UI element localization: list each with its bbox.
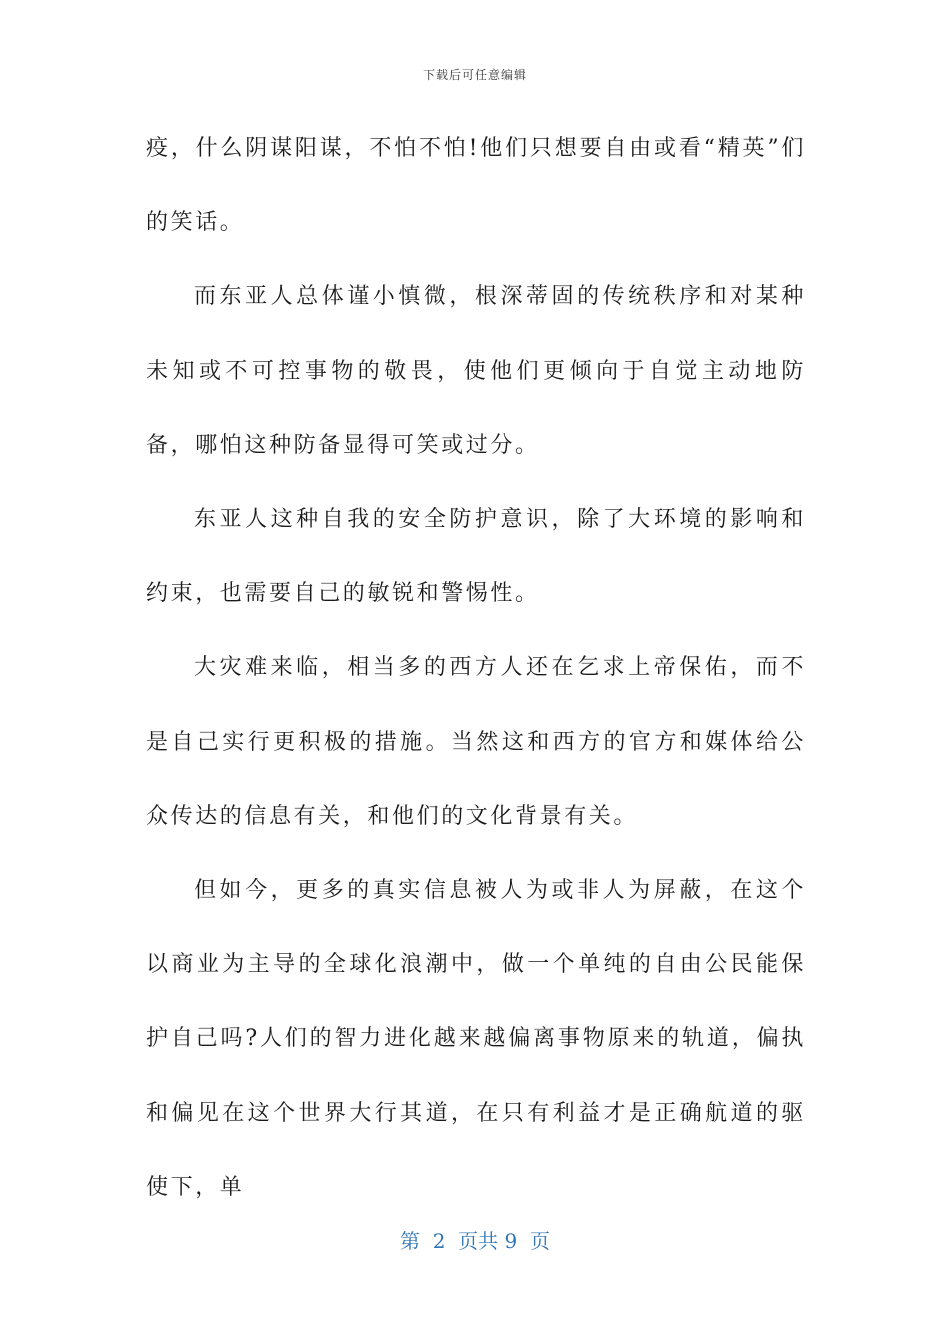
paragraph-2: 而东亚人总体谨小慎微，根深蒂固的传统秩序和对某种未知或不可控事物的敬畏，使他们更倾向于自觉主动地防备，哪怕这种防备显得可笑或过分。 [146, 284, 806, 458]
paragraph-4: 大灾难来临，相当多的西方人还在乞求上帝保佑，而不是自己实行更积极的措施。当然这和西方的官方和媒体给公众传达的信息有关，和他们的文化背景有关。 [146, 655, 806, 829]
page-number-footer: 第 2 页共 9 页 [400, 1229, 550, 1253]
page-header: 下载后可任意编辑 [422, 68, 527, 82]
document-body [146, 112, 806, 1225]
paragraph-5: 但如今，更多的真实信息被人为或非人为屏蔽，在这个以商业为主导的全球化浪潮中，做一个单纯的自由公民能保护自己吗?人们的智力进化越来越偏离事物原来的轨道，偏执和偏见在这个世界大行其道，在只有利益才是正确航道的驱使下，单 [146, 878, 806, 1200]
paragraph-3: 东亚人这种自我的安全防护意识，除了大环境的影响和约束，也需要自己的敏锐和警惕性。 [146, 507, 806, 607]
paragraph-1: 疫，什么阴谋阳谋，不怕不怕!他们只想要自由或看“精英”们的笑话。 [146, 136, 806, 236]
